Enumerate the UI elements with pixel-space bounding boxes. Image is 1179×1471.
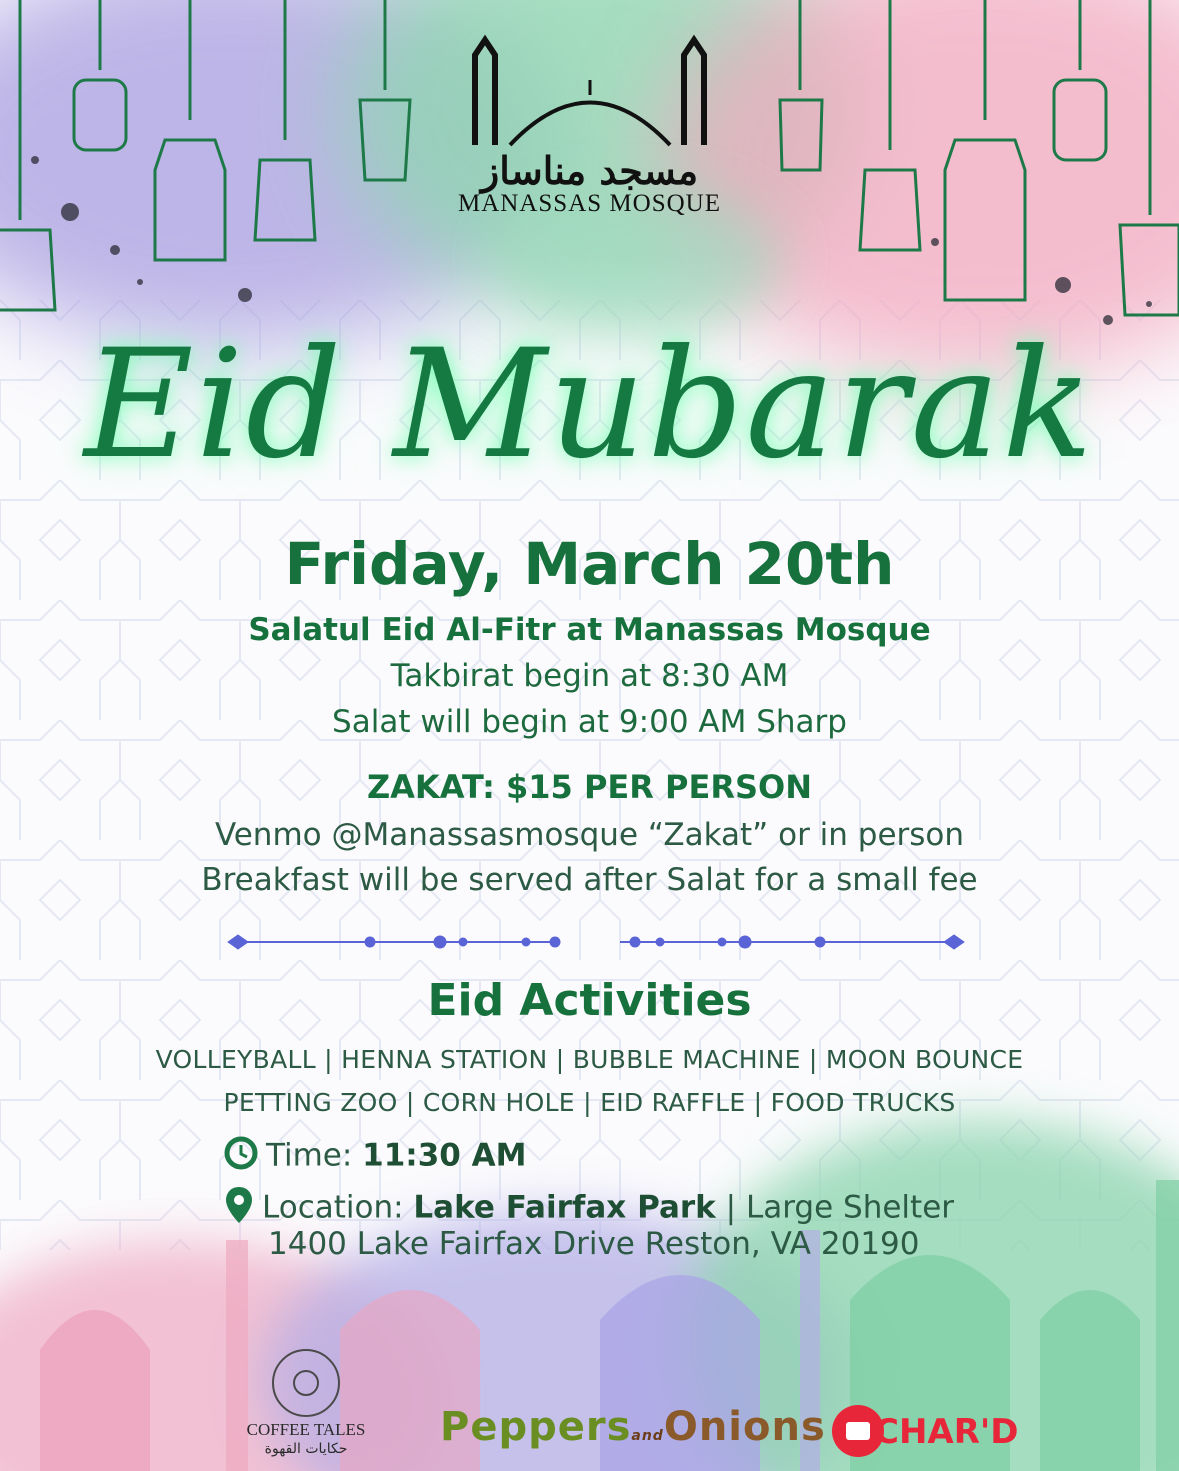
sponsor-peppers-onions <box>440 1404 826 1450</box>
onions-text: Onions <box>663 1404 826 1450</box>
time-label: Time: <box>266 1137 353 1174</box>
address: 1400 Lake Fairfax Drive Reston, VA 20190 <box>268 1226 920 1262</box>
zakat-venmo: Venmo @Manassasmosque “Zakat” or in person <box>214 817 965 853</box>
location-label: Location: <box>262 1189 404 1226</box>
zakat-title: ZAKAT: $15 PER PERSON <box>366 768 813 806</box>
clock-icon <box>224 1136 258 1178</box>
breakfast-note: Breakfast will be served after Salat for a small fee <box>201 862 978 898</box>
headline: Eid Mubarak <box>84 318 1095 492</box>
takbirat-time: Takbirat begin at 8:30 AM <box>390 658 789 694</box>
and-text: and <box>631 1428 664 1444</box>
activities-list-line-1: VOLLEYBALL | HENNA STATION | BUBBLE MACHINE | MOON BOUNCE <box>155 1045 1024 1074</box>
activities-list-line-2: PETTING ZOO | CORN HOLE | EID RAFFLE | FOOD TRUCKS <box>223 1088 956 1117</box>
location-extra: | Large Shelter <box>725 1189 955 1226</box>
time-value: 11:30 AM <box>362 1137 527 1174</box>
logo-english-text: MANASSAS MOSQUE <box>458 190 721 217</box>
location-name: Lake Fairfax Park <box>413 1189 716 1226</box>
peppers-text: Peppers <box>440 1404 632 1450</box>
location-pin-icon <box>224 1185 254 1233</box>
salat-title: Salatul Eid Al-Fitr at Manassas Mosque <box>248 612 931 648</box>
sponsor-coffee-tales-arabic: حكايات القهوة <box>264 1441 348 1457</box>
salat-start-time: Salat will begin at 9:00 AM Sharp <box>332 704 847 740</box>
activities-title: Eid Activities <box>427 975 752 1026</box>
logo-arabic-text: مسجد مناساز <box>480 148 699 193</box>
sponsor-coffee-tales: COFFEE TALES <box>246 1420 366 1439</box>
event-date: Friday, March 20th <box>284 530 895 598</box>
sponsor-chard: CHAR'D <box>874 1412 1019 1452</box>
time-row <box>224 1136 526 1178</box>
